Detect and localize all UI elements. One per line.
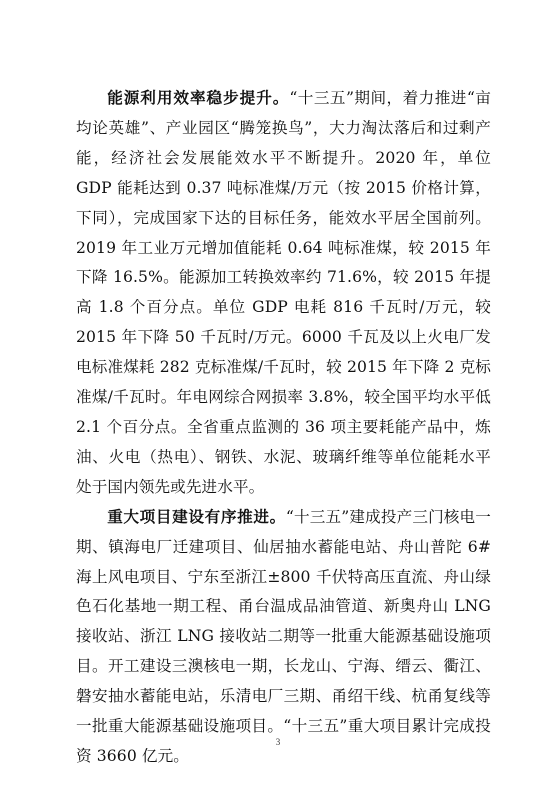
paragraph-lead-energy-efficiency: 能源利用效率稳步提升。 xyxy=(107,89,290,107)
page-number: 3 xyxy=(275,737,281,747)
paragraph-text-major-projects: “十三五”建成投产三门核电一期、镇海电厂迁建项目、仙居抽水蓄能电站、舟山普陀 6#海上风电项目、宁东至浙江±800 千伏特高压直流、舟山绿色石化基地一期工程、甬台温成品油管道、新奥舟山 LNG 接收站、浙江 LNG 接收站二期等一批重大能源基础设施项目。开工建设三澳核电一期，长龙山、宁海、缙云、衢江、磐安抽水蓄能电站，乐清电厂三期、甬绍干线、杭甬复线等一批重大能源基础设施项目。“十三五”重大项目累计完成投资 3660 亿元。 xyxy=(76,507,491,765)
paragraph-energy-efficiency xyxy=(76,84,491,503)
paragraph-lead-major-projects: 重大项目建设有序推进。 xyxy=(107,507,286,526)
document-body xyxy=(76,84,491,772)
paragraph-text-energy-efficiency: “十三五”期间，着力推进“亩均论英雄”、产业园区“腾笼换鸟”，大力淘汰落后和过剩产能，经济社会发展能效水平不断提升。2020 年，单位 GDP 能耗达到 0.37 吨标准煤/万元（按 2015 价格计算，下同），完成国家下达的目标任务，能效水平居全国前列。2019 年工业万元增加值能耗 0.64 吨标准煤，较 2015 年下降 16.5%。能源加工转换效率约 71.6%，较 2015 年提高 1.8 个百分点。单位 GDP 电耗 816 千瓦时/万元，较 2015 年下降 50 千瓦时/万元。6000 千瓦及以上火电厂发电标准煤耗 282 克标准煤/千瓦时，较 2015 年下降 2 克标准煤/千瓦时。年电网综合网损率 3.8%，较全国平均水平低 2.1 个百分点。全省重点监测的 36 项主要耗能产品中，炼油、火电（热电）、钢铁、水泥、玻璃纤维等单位能耗水平处于国内领先或先进水平。 xyxy=(76,89,491,496)
paragraph-major-projects xyxy=(76,503,491,772)
